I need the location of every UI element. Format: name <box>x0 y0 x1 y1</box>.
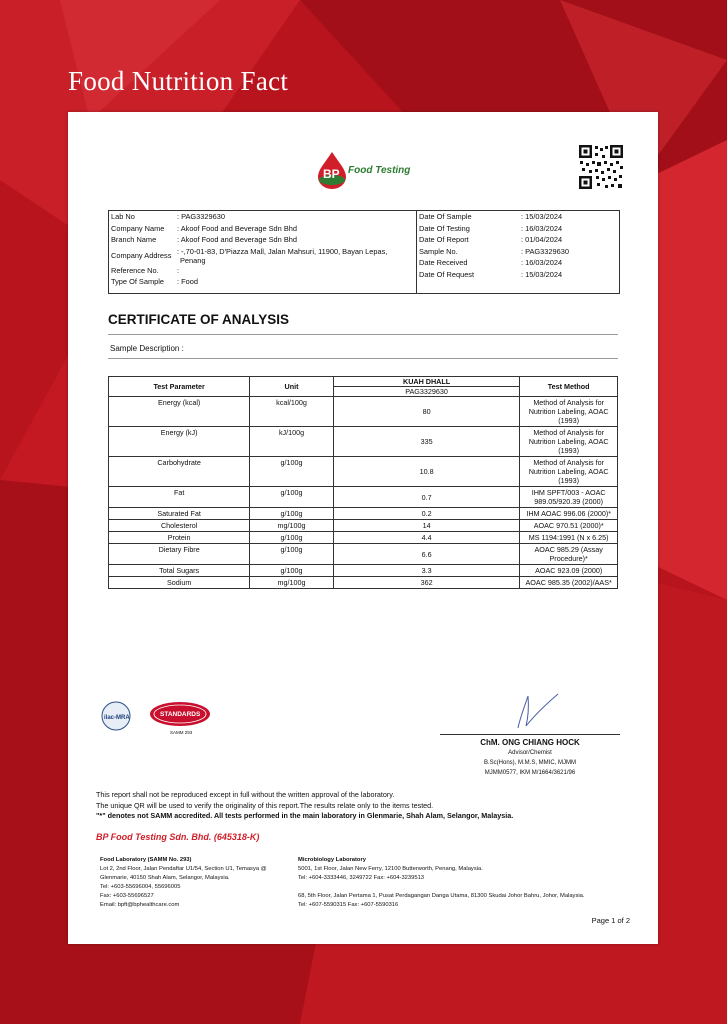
info-value: : PAG3329630 <box>521 246 569 256</box>
logo-text: Food Testing <box>348 165 411 176</box>
info-row <box>111 223 416 235</box>
cell-method: Method of Analysis for Nutrition Labeling, AOAC (1993) <box>520 427 618 457</box>
qr-code-icon[interactable] <box>578 144 624 190</box>
table-row <box>109 565 618 577</box>
address-line: Tel: +607-5590315 Fax: +607-5590316 <box>298 902 399 908</box>
divider <box>108 334 618 335</box>
cell-param: Total Sugars <box>109 565 250 577</box>
cell-method: AOAC 985.29 (Assay Procedure)* <box>520 544 618 565</box>
info-label: Date Of Request <box>419 269 475 279</box>
cell-unit: kJ/100g <box>250 427 334 457</box>
signature-icon <box>498 688 568 732</box>
table-row <box>109 508 618 520</box>
accreditation-logos-icon <box>98 698 218 738</box>
cell-param: Protein <box>109 532 250 544</box>
info-value: : 16/03/2024 <box>521 223 563 233</box>
cell-unit: g/100g <box>250 457 334 487</box>
info-label: Type Of Sample <box>111 277 164 286</box>
cell-method: AOAC 985.35 (2002)/AAS* <box>520 577 618 589</box>
address-line: Tel: +603-55696004, 55696005 <box>100 884 181 890</box>
sample-description: Sample Description : <box>110 344 184 353</box>
svg-text:BP: BP <box>323 167 340 181</box>
info-label: Company Name <box>111 223 165 233</box>
signer-reg: MJMM0577, IKM M/1664/3621/96 <box>484 770 576 776</box>
cell-unit: kcal/100g <box>250 397 334 427</box>
cell-value: 14 <box>333 520 520 532</box>
note-line: "*" denotes not SAMM accredited. All tests performed in the main laboratory in Glenmarie, Shah Alam, Selangor, Malaysia. <box>96 811 514 820</box>
standards-text: STANDARDS <box>160 711 201 718</box>
info-value-cont: Penang <box>180 255 206 265</box>
report-notes <box>96 790 636 822</box>
info-value: : 15/03/2024 <box>521 269 563 279</box>
samm-text: SAMM 293 <box>170 730 193 735</box>
cell-param: Sodium <box>109 577 250 589</box>
table-row <box>109 397 618 427</box>
cell-method: AOAC 923.09 (2000) <box>520 565 618 577</box>
info-row <box>111 265 416 277</box>
food-lab-title: Food Laboratory (SAMM No. 293) <box>100 857 192 863</box>
info-row <box>419 269 619 281</box>
cell-value: 362 <box>333 577 520 589</box>
header-unit: Unit <box>250 377 334 397</box>
signer-block <box>440 738 620 778</box>
cell-unit: mg/100g <box>250 520 334 532</box>
cell-param: Fat <box>109 487 250 508</box>
info-row <box>111 211 416 223</box>
info-value: : 16/03/2024 <box>521 258 563 267</box>
info-value: : Food <box>177 277 198 286</box>
info-label: Date Received <box>419 258 468 267</box>
results-table <box>108 376 618 589</box>
cell-param: Energy (kcal) <box>109 397 250 427</box>
address-line: 68, 5th Floor, Jalan Pertama 1, Pusat Perdagangan Danga Utama, 81300 Skudai Johor Bahru, Johor, Malaysia. <box>298 893 585 899</box>
signer-name: ChM. ONG CHIANG HOCK <box>480 738 580 747</box>
cell-unit: g/100g <box>250 565 334 577</box>
cell-method: Method of Analysis for Nutrition Labeling, AOAC (1993) <box>520 397 618 427</box>
address-line: 5001, 1st Floor, Jalan New Ferry, 12100 Butterworth, Penang, Malaysia. <box>298 866 483 872</box>
cell-value: 3.3 <box>333 565 520 577</box>
cell-param: Carbohydrate <box>109 457 250 487</box>
signer-role: Advisor/Chemist <box>508 750 552 756</box>
info-value: : 15/03/2024 <box>521 212 563 221</box>
info-row <box>419 234 619 246</box>
info-value: : 01/04/2024 <box>521 235 563 244</box>
cell-method: MS 1194:1991 (N x 6.25) <box>520 532 618 544</box>
header-sample-name: KUAH DHALL <box>333 377 520 387</box>
report-sheet <box>68 112 658 944</box>
address-line: Glenmarie, 40150 Shah Alam, Selangor, Malaysia. <box>100 875 230 881</box>
cell-unit: g/100g <box>250 487 334 508</box>
cell-unit: g/100g <box>250 532 334 544</box>
micro-lab-title: Microbiology Laboratory <box>298 857 366 863</box>
cell-value: 10.8 <box>333 457 520 487</box>
info-row <box>419 257 619 269</box>
info-label: Lab No <box>111 212 135 221</box>
info-row <box>111 246 416 265</box>
table-row <box>109 532 618 544</box>
cell-value: 0.2 <box>333 508 520 520</box>
header-method: Test Method <box>520 377 618 397</box>
table-row <box>109 457 618 487</box>
sample-info-box <box>108 210 620 294</box>
table-row <box>109 427 618 457</box>
cell-value: 0.7 <box>333 487 520 508</box>
info-value: : -,70-01-83, D'Piazza Mall, Jalan Mahsuri, 11900, Bayan Lepas, <box>177 246 388 256</box>
info-label: Branch Name <box>111 235 157 244</box>
info-row <box>111 234 416 246</box>
info-label: Sample No. <box>419 246 458 256</box>
sample-info-right <box>416 211 619 293</box>
info-value: : <box>177 265 180 275</box>
food-lab-address <box>100 856 290 910</box>
cell-param: Energy (kJ) <box>109 427 250 457</box>
info-row <box>419 211 619 223</box>
header-sample-no: PAG3329630 <box>333 387 520 397</box>
cell-value: 4.4 <box>333 532 520 544</box>
address-line: Email: bpft@bphealthcare.com <box>100 902 180 908</box>
info-value: : PAG3329630 <box>177 212 225 221</box>
page-number: Page 1 of 2 <box>591 916 630 925</box>
info-value: : Akoof Food and Beverage Sdn Bhd <box>177 223 297 233</box>
table-header-row <box>109 377 618 387</box>
info-label: Date Of Sample <box>419 212 472 221</box>
info-row <box>419 223 619 235</box>
signature-line <box>440 734 620 735</box>
header-param: Test Parameter <box>109 377 250 397</box>
cell-method: Method of Analysis for Nutrition Labeling, AOAC (1993) <box>520 457 618 487</box>
micro-lab-address <box>298 856 628 910</box>
address-spacer <box>298 883 628 892</box>
table-row <box>109 520 618 532</box>
address-line: Tel: +604-3333446, 3249722 Fax: +604-3239513 <box>298 875 425 881</box>
info-row <box>111 276 416 288</box>
cell-value: 6.6 <box>333 544 520 565</box>
sample-info-left <box>111 211 416 288</box>
certificate-title: CERTIFICATE OF ANALYSIS <box>108 312 290 327</box>
note-line: This report shall not be reproduced except in full without the written approval of the laboratory. <box>96 790 395 799</box>
table-row <box>109 577 618 589</box>
note-line: The unique QR will be used to verify the originality of this report.The results relate only to the items tested. <box>96 800 434 810</box>
cell-value: 80 <box>333 397 520 427</box>
table-row <box>109 544 618 565</box>
address-line: Fax: +603-55696527 <box>100 893 154 899</box>
cell-method: IHM SPFT/003 - AOAC 989.05/920.39 (2000) <box>520 487 618 508</box>
cell-param: Saturated Fat <box>109 508 250 520</box>
signer-quals: B.Sc(Hons), M.M.S, MMIC, MJMM <box>484 760 576 766</box>
cell-method: AOAC 970.51 (2000)* <box>520 520 618 532</box>
cell-unit: mg/100g <box>250 577 334 589</box>
info-value: : Akoof Food and Beverage Sdn Bhd <box>177 235 297 244</box>
cell-method: IHM AOAC 996.06 (2000)* <box>520 508 618 520</box>
cell-param: Cholesterol <box>109 520 250 532</box>
cell-param: Dietary Fibre <box>109 544 250 565</box>
info-label: Reference No. <box>111 265 159 275</box>
info-label: Date Of Testing <box>419 223 470 233</box>
info-row <box>419 246 619 258</box>
ilac-text: ilac-MRA <box>104 715 130 721</box>
info-label: Date Of Report <box>419 235 469 244</box>
cell-unit: g/100g <box>250 508 334 520</box>
cell-unit: g/100g <box>250 544 334 565</box>
banner-title: Food Nutrition Fact <box>68 66 289 96</box>
table-row <box>109 487 618 508</box>
info-label: Company Address <box>111 250 172 260</box>
divider <box>108 358 618 359</box>
company-name: BP Food Testing Sdn. Bhd. (645318-K) <box>96 832 260 842</box>
address-line: Lot 2, 2nd Floor, Jalan Pendaftar U1/54, Section U1, Temasya @ <box>100 866 267 872</box>
cell-value: 335 <box>333 427 520 457</box>
